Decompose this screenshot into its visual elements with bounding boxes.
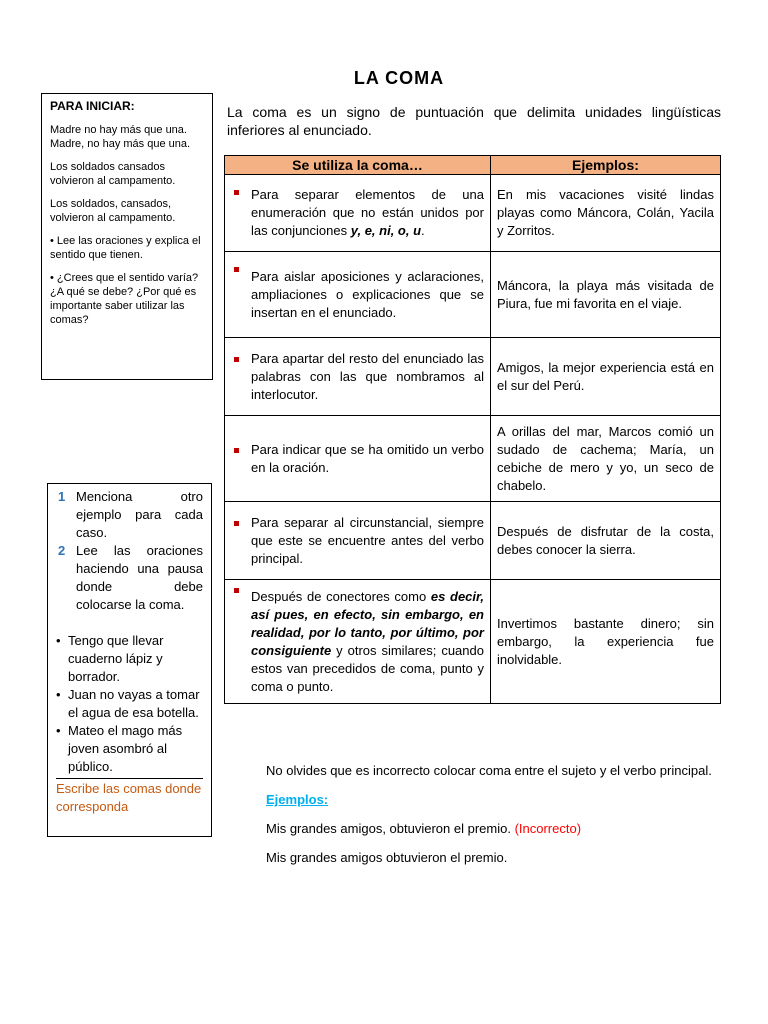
table-row (225, 175, 721, 252)
example-cell: Después de disfrutar de la costa, debes conocer la sierra. (490, 502, 720, 580)
bullet-icon (234, 448, 239, 453)
list-item: • Tengo que llevar cuaderno lápiz y borrador. (56, 633, 164, 684)
para-iniciar-line: Los soldados cansados volvieron al campamento. (50, 161, 176, 187)
table-row (225, 252, 721, 338)
table-row (225, 580, 721, 704)
para-iniciar-line: Los soldados, cansados, volvieron al campamento. (50, 198, 176, 224)
list-item: 2 Lee las oraciones haciendo una pausa donde debe colocarse la coma. (58, 543, 203, 612)
example-cell: Invertimos bastante dinero; sin embargo, la experiencia fue inolvidable. (490, 580, 720, 704)
bullet-icon: • (56, 687, 61, 702)
bullet-icon (234, 521, 239, 526)
bullet-icon (234, 267, 239, 272)
header-uso: Se utiliza la coma… (225, 156, 491, 175)
use-cell: Para aislar aposiciones y aclaraciones, ampliaciones o explicaciones que se insertan en el enunciado. (225, 252, 491, 338)
coma-uses-table (224, 155, 721, 704)
bullet-icon: • (56, 723, 61, 738)
page-title: LA COMA (353, 68, 445, 88)
use-cell: Después de conectores como es decir, así pues, en efecto, sin embargo, en realidad, por lo tanto, por último, por consiguiente y otros similares; cuando estos van precedidos de coma, punto y coma o punto. (225, 580, 491, 704)
bullet-icon (234, 357, 239, 362)
ejemplo-incorrecto: Mis grandes amigos, obtuvieron el premio. (Incorrecto) (266, 821, 582, 836)
table-row (225, 416, 721, 502)
example-cell: Amigos, la mejor experiencia está en el sur del Perú. (490, 338, 720, 416)
para-iniciar-box (41, 93, 213, 380)
para-iniciar-line: • Lee las oraciones y explica el sentido que tienen. (50, 235, 201, 261)
ejercicios-box (47, 483, 212, 837)
para-iniciar-line: • ¿Crees que el sentido varía? ¿A qué se debe? ¿Por qué es importante saber utilizar las comas? (50, 272, 199, 326)
use-cell: Para apartar del resto del enunciado las palabras con las que nombramos al interlocutor. (225, 338, 491, 416)
use-cell: Para separar elementos de una enumeración que no están unidos por las conjunciones y, e, ni, o, u. (225, 175, 491, 252)
table-row (225, 502, 721, 580)
list-item: • Mateo el mago más joven asombró al público. (56, 723, 183, 774)
para-iniciar-line: Madre no hay más que una. Madre, no hay más que una. (50, 124, 191, 150)
use-cell: Para separar al circunstancial, siempre que este se encuentre antes del verbo principal. (225, 502, 491, 580)
bullet-icon: • (56, 633, 61, 648)
nota-section (266, 762, 716, 878)
bullet-icon (234, 190, 239, 195)
example-cell: A orillas del mar, Marcos comió un sudado de cachema; María, un cebiche de mero y yo, un seco de chabelo. (490, 416, 720, 502)
ejemplos-label: Ejemplos: (266, 792, 329, 807)
para-iniciar-heading: PARA INICIAR: (50, 99, 135, 113)
ejemplo-correcto: Mis grandes amigos obtuvieron el premio. (266, 850, 508, 865)
example-cell: Máncora, la playa más visitada de Piura, fue mi favorita en el viaje. (490, 252, 720, 338)
bullet-icon (234, 588, 239, 593)
nota-text: No olvides que es incorrecto colocar coma entre el sujeto y el verbo principal. (266, 763, 712, 778)
use-cell: Para indicar que se ha omitido un verbo en la oración. (225, 416, 491, 502)
example-cell: En mis vacaciones visité lindas playas como Máncora, Colán, Yacila y Zorritos. (490, 175, 720, 252)
escribe-comas-footer: Escribe las comas donde corresponda (56, 778, 203, 816)
list-item: • Juan no vayas a tomar el agua de esa botella. (56, 687, 200, 720)
intro-paragraph: La coma es un signo de puntuación que delimita unidades lingüísticas inferiores al enunciado. (227, 104, 721, 138)
header-ejemplos: Ejemplos: (490, 156, 720, 175)
list-item: 1 Menciona otro ejemplo para cada caso. (58, 489, 203, 540)
table-row (225, 338, 721, 416)
